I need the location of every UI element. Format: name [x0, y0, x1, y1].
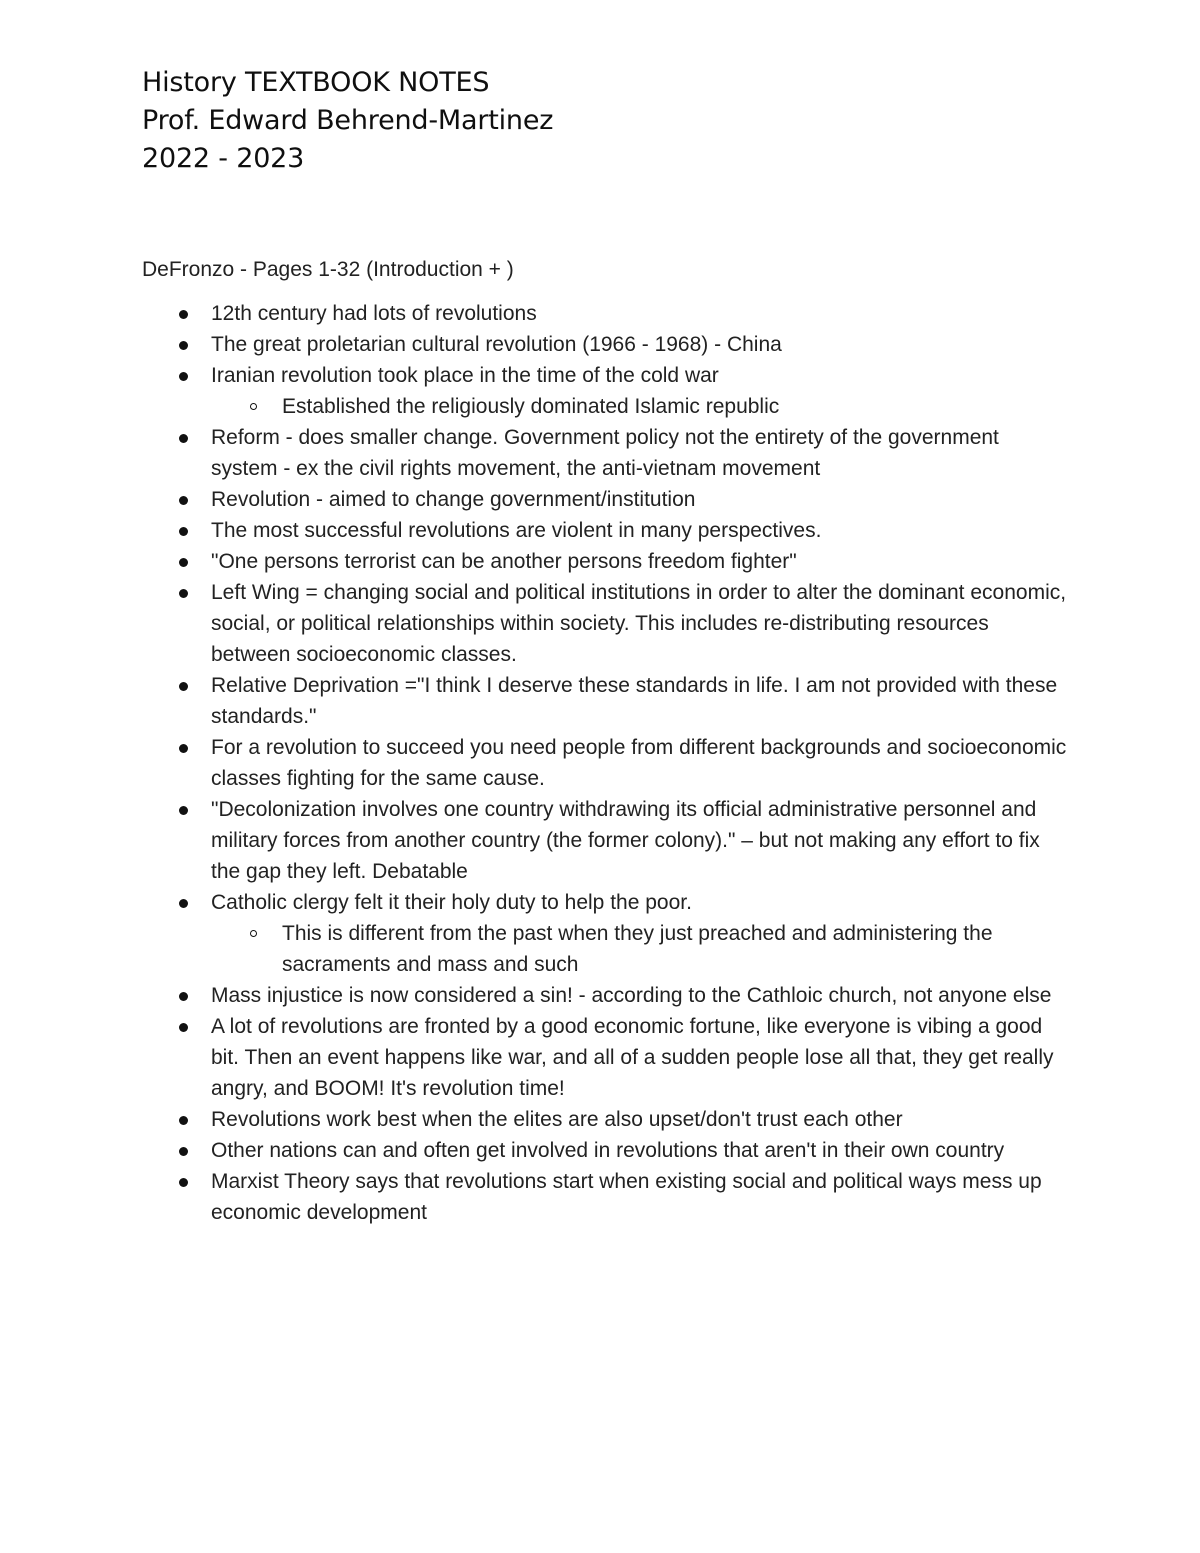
list-item	[0, 670, 1071, 732]
sub-list-item-text: Established the religiously dominated Islamic republic	[282, 395, 780, 418]
list-item	[0, 360, 1071, 391]
list-item	[0, 298, 1071, 329]
list-item	[0, 980, 1071, 1011]
list-item-text: Relative Deprivation ="I think I deserve these standards in life. I am not provided with these standards."	[211, 674, 1058, 728]
list-item-text: A lot of revolutions are fronted by a good economic fortune, like everyone is vibing a good bit. Then an event happens like war, and all of a sudden people lose all that, they get really angry, and BOOM! It's revolution time!	[211, 1015, 1054, 1100]
filled-bullet-icon	[179, 372, 188, 381]
filled-bullet-icon	[179, 558, 188, 567]
notes-list	[0, 298, 1200, 1228]
list-item-text: "One persons terrorist can be another persons freedom fighter"	[211, 550, 797, 573]
list-item	[0, 422, 1071, 484]
filled-bullet-icon	[179, 1178, 188, 1187]
filled-bullet-icon	[179, 310, 188, 319]
list-item	[0, 1135, 1071, 1166]
hollow-bullet-icon	[250, 930, 257, 937]
list-item	[0, 887, 1071, 918]
filled-bullet-icon	[179, 744, 188, 753]
sub-list-item-text: This is different from the past when they just preached and administering the sacraments and mass and such	[282, 922, 993, 976]
professor-name: Prof. Edward Behrend-Martinez	[142, 105, 554, 136]
list-item-text: For a revolution to succeed you need people from different backgrounds and socioeconomic classes fighting for the same cause.	[211, 736, 1067, 790]
list-item	[0, 546, 1071, 577]
filled-bullet-icon	[179, 589, 188, 598]
filled-bullet-icon	[179, 806, 188, 815]
list-item	[0, 1011, 1071, 1104]
filled-bullet-icon	[179, 1147, 188, 1156]
list-item	[0, 732, 1071, 794]
filled-bullet-icon	[179, 899, 188, 908]
filled-bullet-icon	[179, 992, 188, 1001]
list-item-text: "Decolonization involves one country withdrawing its official administrative personnel and military forces from another country (the former colony)." – but not making any effort to fix the gap they left. Debatable	[211, 798, 1040, 883]
list-item	[0, 577, 1071, 670]
list-item-text: Left Wing = changing social and political institutions in order to alter the dominant economic, social, or political relationships within society. This includes re-distributing resources between socioeconomic classes.	[211, 581, 1067, 666]
list-item-text: Iranian revolution took place in the time of the cold war	[211, 364, 719, 387]
filled-bullet-icon	[179, 496, 188, 505]
list-item-text: Revolution - aimed to change government/institution	[211, 488, 696, 511]
sub-list-item	[0, 918, 1062, 980]
filled-bullet-icon	[179, 1023, 188, 1032]
filled-bullet-icon	[179, 1116, 188, 1125]
hollow-bullet-icon	[250, 403, 257, 410]
filled-bullet-icon	[179, 434, 188, 443]
list-item-text: Marxist Theory says that revolutions start when existing social and political ways mess up economic development	[211, 1170, 1042, 1224]
list-item	[0, 1104, 1071, 1135]
list-item-text: The most successful revolutions are violent in many perspectives.	[211, 519, 822, 542]
list-item-text: Other nations can and often get involved in revolutions that aren't in their own country	[211, 1139, 1005, 1162]
document-header	[142, 64, 553, 178]
list-item-text: Reform - does smaller change. Government policy not the entirety of the government system - ex the civil rights movement, the anti-vietnam movement	[211, 426, 999, 480]
list-item-text: The great proletarian cultural revolution (1966 - 1968) - China	[211, 333, 782, 356]
list-item	[0, 1166, 1071, 1228]
filled-bullet-icon	[179, 527, 188, 536]
sub-list-item	[0, 391, 1062, 422]
list-item	[0, 794, 1071, 887]
academic-years: 2022 - 2023	[142, 143, 305, 174]
list-item	[0, 484, 1071, 515]
filled-bullet-icon	[179, 682, 188, 691]
section-heading: DeFronzo - Pages 1-32 (Introduction + )	[142, 258, 514, 281]
filled-bullet-icon	[179, 341, 188, 350]
list-item-text: 12th century had lots of revolutions	[211, 302, 537, 325]
list-item-text: Revolutions work best when the elites are also upset/don't trust each other	[211, 1108, 903, 1131]
list-item	[0, 329, 1071, 360]
document-title: History TEXTBOOK NOTES	[142, 67, 490, 98]
list-item-text: Catholic clergy felt it their holy duty to help the poor.	[211, 891, 692, 914]
list-item	[0, 515, 1071, 546]
list-item-text: Mass injustice is now considered a sin! - according to the Cathloic church, not anyone else	[211, 984, 1052, 1007]
